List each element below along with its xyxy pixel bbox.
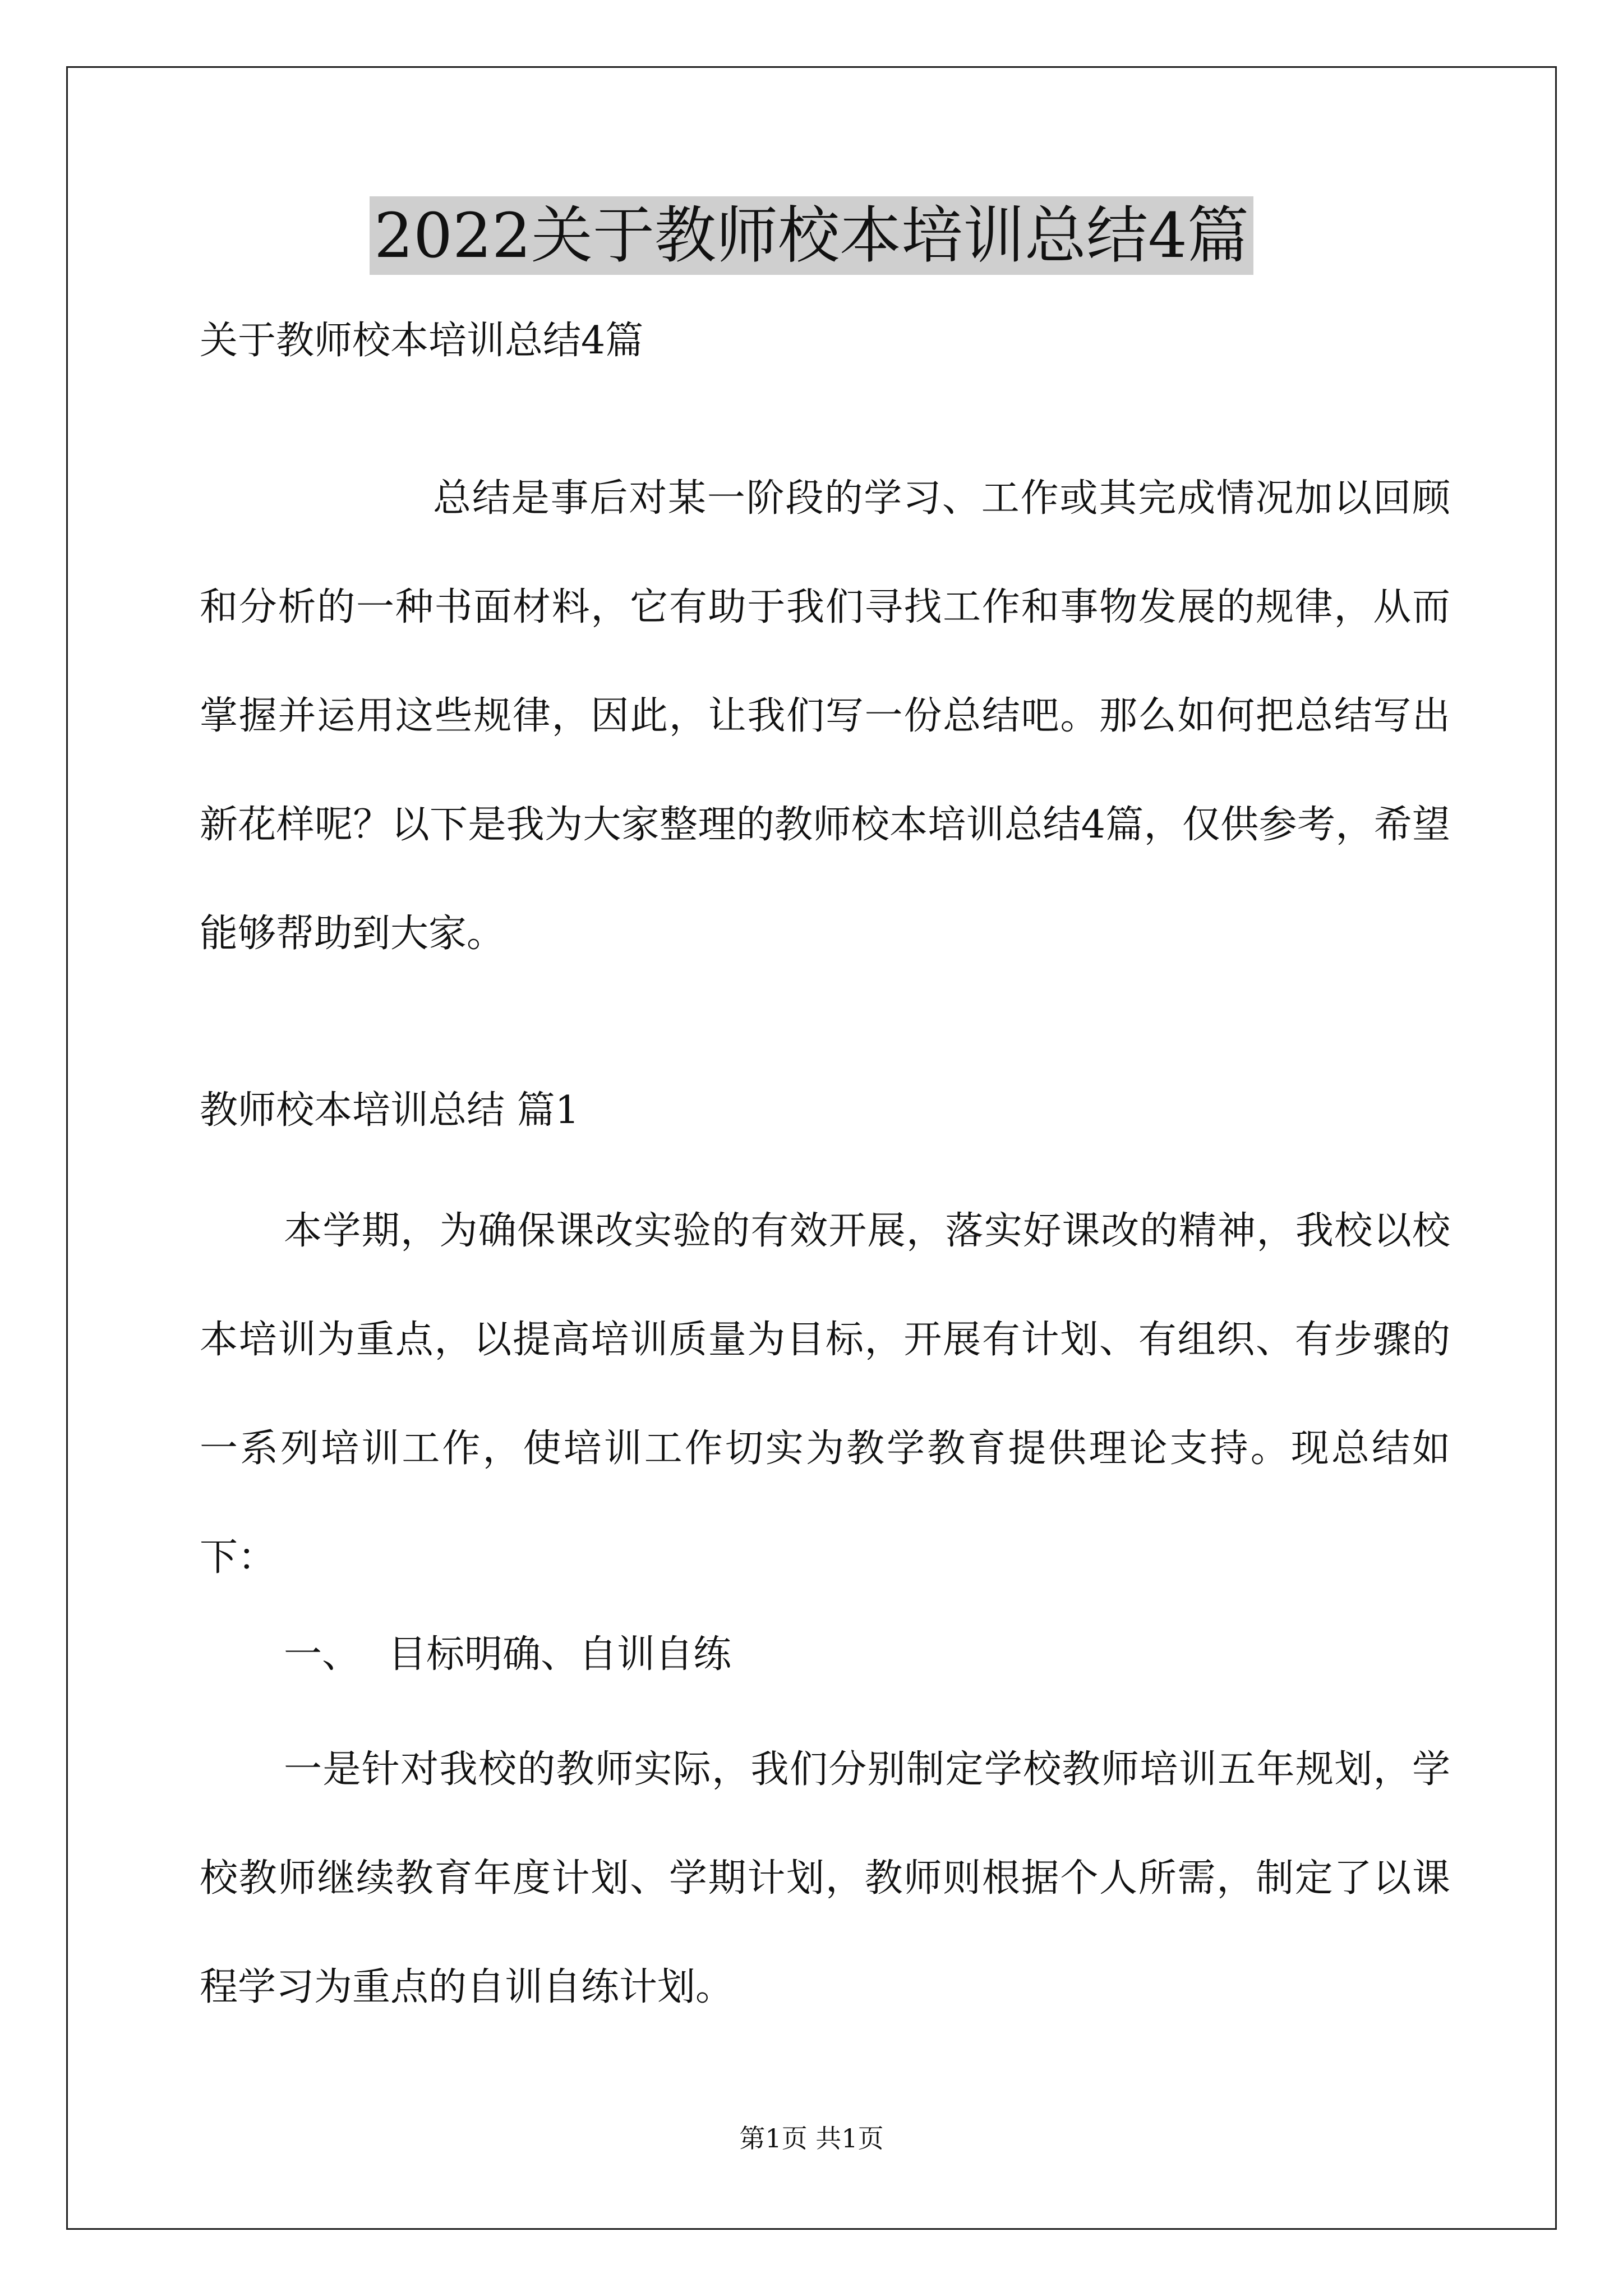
subheading-text: 目标明确、自训自练	[388, 1632, 732, 1677]
subheading-one	[284, 1616, 731, 1694]
section-paragraph: 本学期，为确保课改实验的有效开展，落实好课改的精神，我校以校本培训为重点，以提高培训质量为目标，开展有计划、有组织、有步骤的一系列培训工作，使培训工作切实为教学教育提供理论支持。现总结如下：	[200, 1209, 1450, 1580]
title-container	[0, 196, 1623, 275]
paragraph-one: 一是针对我校的教师实际，我们分别制定学校教师培训五年规划，学校教师继续教育年度计划、学期计划，教师则根据个人所需，制定了以课程学习为重点的自训自练计划。	[200, 1747, 1450, 2009]
page-title: 2022关于教师校本培训总结4篇	[370, 196, 1253, 275]
subheading-number: 一、	[284, 1632, 361, 1677]
intro-paragraph: 总结是事后对某一阶段的学习、工作或其完成情况加以回顾和分析的一种书面材料，它有助于我们寻找工作和事物发展的规律，从而掌握并运用这些规律，因此，让我们写一份总结吧。那么如何把总结写出新花样呢？以下是我为大家整理的教师校本培训总结4篇，仅供参考，希望能够帮助到大家。	[200, 476, 1450, 956]
document-subtitle: 关于教师校本培训总结4篇	[200, 319, 644, 363]
section-heading: 教师校本培训总结 篇1	[200, 1088, 579, 1133]
page-footer: 第1页 共1页	[739, 2123, 884, 2154]
